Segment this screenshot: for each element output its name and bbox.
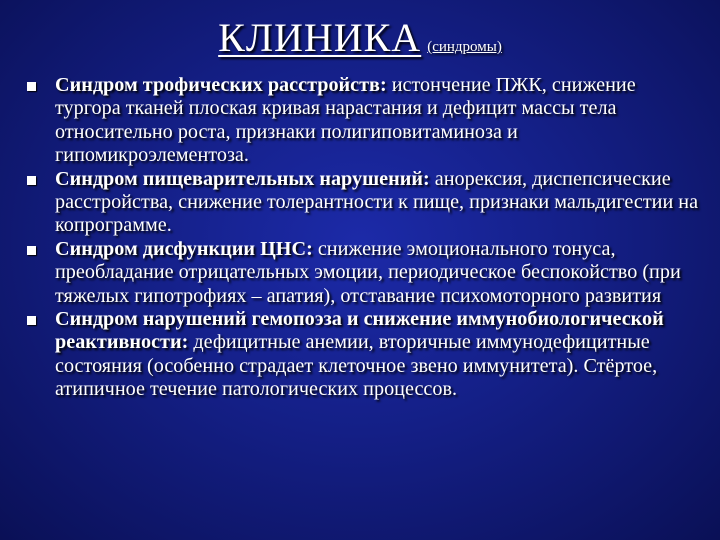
square-bullet-icon	[27, 316, 36, 325]
item-text: дефицитные анемии, вторичные иммунодефицитные состояния (особенно страдает клеточное звено иммунитета). Стёртое, атипичное течение патологических процессов.	[55, 331, 658, 401]
item-heading: Синдром нарушений гемопоэза и снижение иммунобиологической реактивности:	[55, 308, 664, 354]
title-text: КЛИНИКА	[218, 15, 422, 60]
square-bullet-icon	[27, 176, 36, 185]
list-item	[22, 74, 700, 168]
list-item	[22, 308, 700, 402]
list-item	[22, 238, 700, 308]
item-heading: Синдром трофических расстройств:	[55, 74, 387, 96]
item-text: истончение ПЖК, снижение тургора тканей плоская кривая нарастания и дефицит массы тела относительно роста, признаки полигиповитаминоза и гипомикроэлементоза.	[55, 74, 636, 167]
square-bullet-icon	[27, 246, 36, 255]
slide-title	[0, 14, 720, 61]
item-heading: Синдром пищеварительных нарушений:	[55, 167, 430, 190]
item-text: снижение эмоционального тонуса, преобладание отрицательных эмоции, периодическое беспокойство (при тяжелых гипотрофиях – апатия), отставание психомоторного развития	[55, 237, 681, 307]
list-item	[22, 168, 700, 238]
item-text: анорексия, диспепсические расстройства, снижение толерантности к пище, признаки мальдигестии на копрограмме.	[55, 167, 699, 237]
item-heading: Синдром дисфункции ЦНС:	[55, 237, 313, 260]
square-bullet-icon	[27, 82, 36, 91]
syndrome-list	[22, 74, 700, 402]
title-subtitle: (синдромы)	[427, 39, 502, 55]
